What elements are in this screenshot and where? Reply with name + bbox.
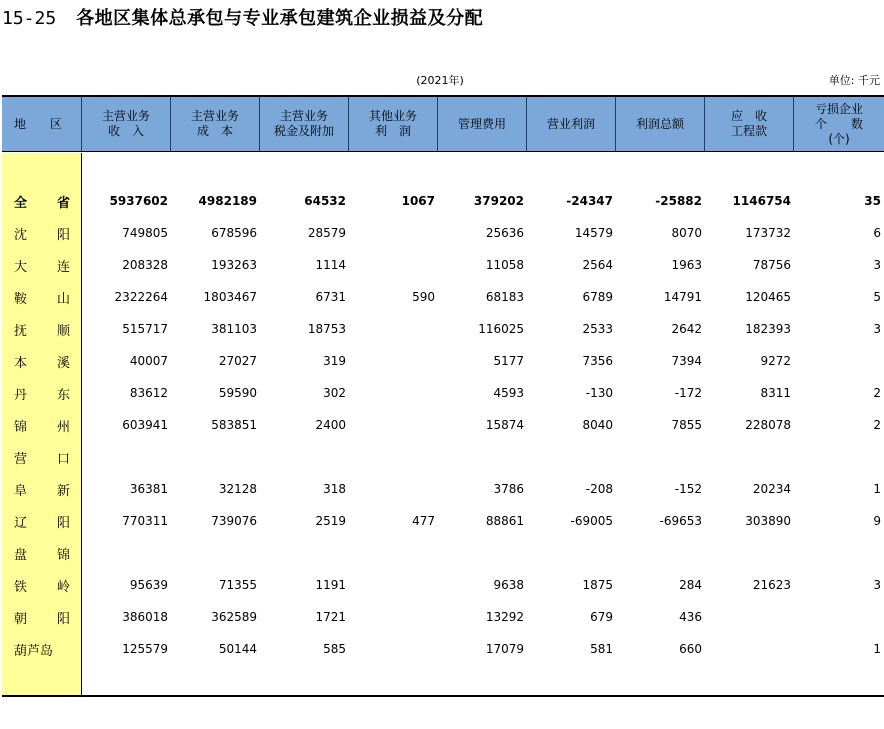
value-cell: 1067 [401,194,435,208]
region-name: 新 [56,483,70,499]
value-cell: 88861 [485,514,524,528]
value-cell: 2533 [582,322,613,336]
value-cell: 1 [873,642,881,656]
column-header: 利润总额 [616,97,705,151]
value-cell: 28579 [307,226,346,240]
region-name: 葫芦岛 [14,643,54,659]
value-cell: 9272 [760,354,791,368]
region-name: 鞍 [14,291,28,307]
region-cell [2,192,82,211]
value-cell: 477 [412,514,435,528]
region-cell [2,256,82,275]
value-cell: 3 [873,578,881,592]
region-cell [2,480,82,499]
region-name: 阳 [56,611,70,627]
table-row [2,217,884,249]
region-cell [2,576,82,595]
unit-label: 单位: 千元 [828,74,880,87]
table-row [2,281,884,313]
value-cell: 4982189 [198,194,257,208]
region-name: 营 [14,451,28,467]
table-title: 各地区集体总承包与专业承包建筑企业损益及分配 [76,8,484,29]
value-cell: 78756 [752,258,791,272]
value-cell: 59590 [218,386,257,400]
value-cell: 120465 [745,290,791,304]
region-name: 本 [14,355,28,371]
region-cell [2,544,82,563]
value-cell: 9638 [493,578,524,592]
value-cell: 660 [679,642,702,656]
value-cell: 36381 [129,482,168,496]
table-row [2,441,884,473]
value-cell: 679 [590,610,613,624]
value-cell: 2642 [671,322,702,336]
value-cell: -172 [674,386,702,400]
region-name: 山 [56,291,70,307]
value-cell: 95639 [129,578,168,592]
value-cell: 381103 [211,322,257,336]
value-cell: 18753 [307,322,346,336]
table-number: 15-25 [2,8,57,29]
value-cell: 208328 [122,258,168,272]
page-title [2,6,483,32]
value-cell: 6731 [315,290,346,304]
value-cell: 7394 [671,354,702,368]
value-cell: 3 [873,258,881,272]
value-cell: 1114 [315,258,346,272]
region-name: 阳 [56,227,70,243]
value-cell: 581 [590,642,613,656]
region-cell [2,288,82,307]
value-cell: 9 [873,514,881,528]
value-cell: 302 [323,386,346,400]
region-name: 铁 [14,579,28,595]
column-header: 主营业务 税金及附加 [260,97,349,151]
value-cell: 21623 [752,578,791,592]
value-cell: 362589 [211,610,257,624]
column-header: 主营业务 成 本 [171,97,260,151]
table-bottom-rule [2,695,884,697]
region-name: 抚 [14,323,28,339]
region-name: 顺 [56,323,70,339]
value-cell: 603941 [122,418,168,432]
value-cell: 303890 [745,514,791,528]
region-cell [2,384,82,403]
region-name: 锦 [14,419,28,435]
region-name: 沈 [14,227,28,243]
value-cell: -24347 [566,194,613,208]
value-cell: 125579 [122,642,168,656]
value-cell: 35 [864,194,881,208]
value-cell: 27027 [218,354,257,368]
value-cell: 11058 [485,258,524,272]
value-cell: 17079 [485,642,524,656]
value-cell: 8070 [671,226,702,240]
value-cell: 749805 [122,226,168,240]
region-name: 阳 [56,515,70,531]
value-cell: 15874 [485,418,524,432]
value-cell: 7855 [671,418,702,432]
table-body [2,153,884,695]
region-cell [2,608,82,627]
region-cell [2,512,82,531]
column-header: 管理费用 [438,97,527,151]
region-name: 省 [56,195,70,211]
table-row [2,313,884,345]
value-cell: 13292 [485,610,524,624]
value-cell: -208 [585,482,613,496]
value-cell: 14579 [574,226,613,240]
value-cell: 1963 [671,258,702,272]
region-name: 朝 [14,611,28,627]
region-cell [2,416,82,435]
region-name: 辽 [14,515,28,531]
table-row [2,633,884,665]
year-label: (2021年) [416,74,464,87]
value-cell: 1721 [315,610,346,624]
value-cell: 1191 [315,578,346,592]
table-row [2,569,884,601]
value-cell: 1803467 [203,290,257,304]
region-cell [2,320,82,339]
value-cell: 379202 [473,194,524,208]
value-cell: 1 [873,482,881,496]
column-header: 亏损企业 个 数 (个) [814,101,863,146]
value-cell: 25636 [485,226,524,240]
region-name: 岭 [56,579,70,595]
value-cell: 678596 [211,226,257,240]
value-cell: 7356 [582,354,613,368]
value-cell: 585 [323,642,346,656]
region-name: 溪 [56,355,70,371]
region-name: 大 [14,259,28,275]
value-cell: 64532 [304,194,346,208]
value-cell: 1875 [582,578,613,592]
value-cell: 50144 [218,642,257,656]
column-header: 主营业务 收 入 [82,97,171,151]
column-header: 营业利润 [527,97,616,151]
region-name: 盘 [14,547,28,563]
value-cell: 2 [873,418,881,432]
value-cell: 2564 [582,258,613,272]
region-name: 阜 [14,483,28,499]
value-cell: 770311 [122,514,168,528]
column-header: 其他业务 利 润 [349,97,438,151]
value-cell: 6789 [582,290,613,304]
value-cell: 386018 [122,610,168,624]
column-header: 地 区 [2,97,82,151]
value-cell: 173732 [745,226,791,240]
table-row [2,505,884,537]
table-row [2,537,884,569]
value-cell: 2519 [315,514,346,528]
value-cell: 71355 [218,578,257,592]
value-cell: -152 [674,482,702,496]
value-cell: 590 [412,290,435,304]
value-cell: 2 [873,386,881,400]
value-cell: 14791 [663,290,702,304]
column-header: 应 收 工程款 [705,97,794,151]
value-cell: 20234 [752,482,791,496]
value-cell: 583851 [211,418,257,432]
value-cell: -130 [585,386,613,400]
region-cell [2,640,82,659]
region-name: 全 [14,195,28,211]
value-cell: -69005 [570,514,613,528]
value-cell: 32128 [218,482,257,496]
table-row [2,377,884,409]
table-row [2,409,884,441]
value-cell: 5177 [493,354,524,368]
value-cell: 68183 [485,290,524,304]
table-row [2,185,884,217]
value-cell: 228078 [745,418,791,432]
value-cell: 515717 [122,322,168,336]
value-cell: 193263 [211,258,257,272]
table-row [2,345,884,377]
value-cell: 5 [873,290,881,304]
region-name: 丹 [14,387,28,403]
value-cell: 1146754 [732,194,791,208]
value-cell: 436 [679,610,702,624]
value-cell: 3786 [493,482,524,496]
value-cell: -69653 [659,514,702,528]
value-cell: 116025 [478,322,524,336]
value-cell: 8311 [760,386,791,400]
region-cell [2,352,82,371]
region-name: 州 [56,419,70,435]
region-name: 东 [56,387,70,403]
region-cell [2,448,82,467]
value-cell: 319 [323,354,346,368]
value-cell: 4593 [493,386,524,400]
table-row [2,473,884,505]
value-cell: 284 [679,578,702,592]
value-cell: 2322264 [114,290,168,304]
table-row [2,601,884,633]
value-cell: 40007 [129,354,168,368]
value-cell: -25882 [655,194,702,208]
table-row [2,249,884,281]
value-cell: 739076 [211,514,257,528]
value-cell: 5937602 [109,194,168,208]
region-name: 口 [56,451,70,467]
value-cell: 182393 [745,322,791,336]
value-cell: 6 [873,226,881,240]
region-name: 锦 [56,547,70,563]
value-cell: 83612 [129,386,168,400]
table-header [2,95,884,152]
value-cell: 8040 [582,418,613,432]
region-name: 连 [56,259,70,275]
value-cell: 2400 [315,418,346,432]
region-cell [2,224,82,243]
value-cell: 318 [323,482,346,496]
value-cell: 3 [873,322,881,336]
